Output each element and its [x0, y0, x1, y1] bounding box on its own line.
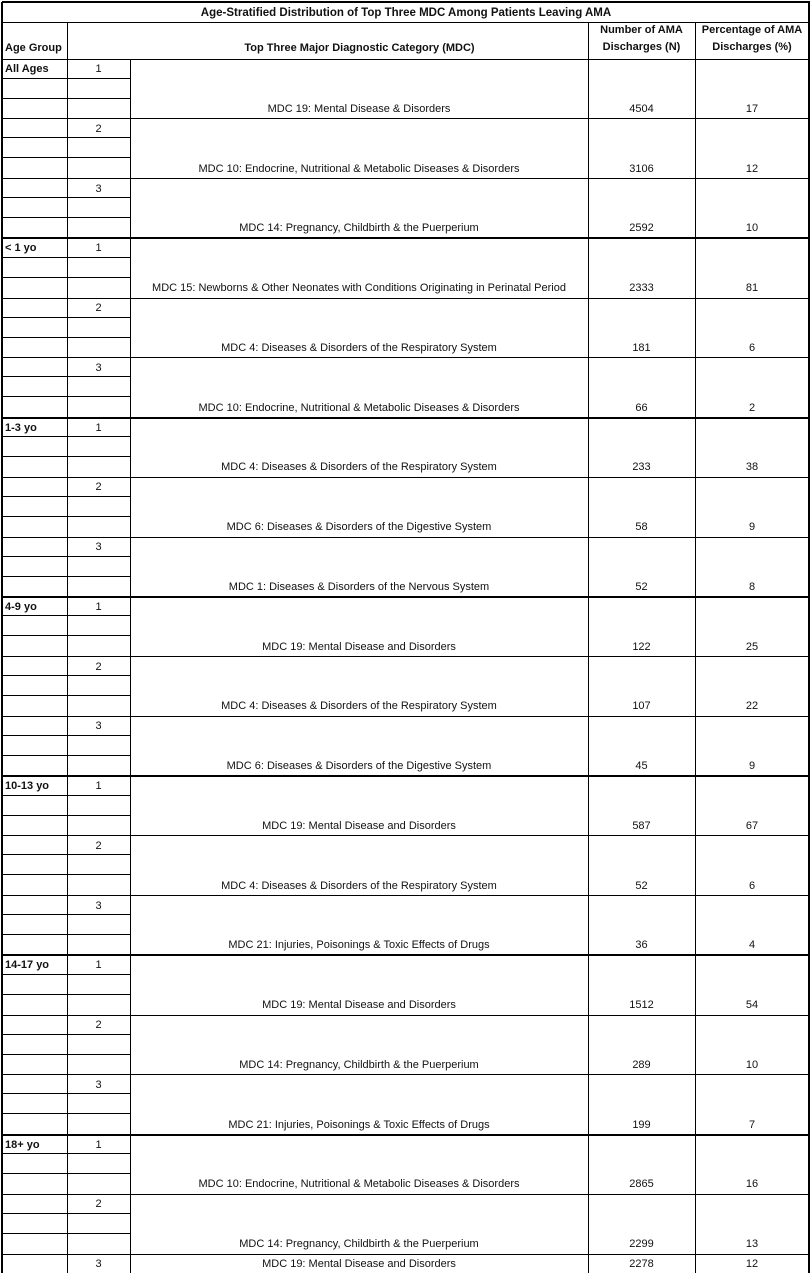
mdc-cell: MDC 4: Diseases & Disorders of the Respiratory System [221, 880, 497, 892]
age-group-label: 4-9 yo [5, 601, 37, 613]
rank-cell: 3 [95, 900, 102, 912]
count-cell: 2333 [629, 282, 654, 294]
count-cell: 2865 [629, 1178, 654, 1190]
mdc-cell: MDC 10: Endocrine, Nutritional & Metabolic Diseases & Disorders [198, 163, 520, 175]
rank-cell: 3 [95, 183, 102, 195]
rank-cell: 2 [95, 302, 102, 314]
age-group-label: < 1 yo [5, 242, 37, 254]
percent-cell: 7 [748, 1119, 756, 1131]
sub-row-line [2, 576, 130, 577]
mdc-cell: MDC 15: Newborns & Other Neonates with Conditions Originating in Perinatal Period [152, 282, 566, 294]
column-line [67, 22, 68, 1273]
percent-cell: 17 [745, 103, 759, 115]
percent-cell: 67 [745, 820, 759, 832]
row-separator [2, 537, 810, 538]
header-count [588, 22, 695, 56]
sub-row-line [2, 197, 130, 198]
percent-cell: 12 [745, 163, 759, 175]
count-cell: 2278 [629, 1258, 654, 1270]
sub-row-line [2, 1233, 130, 1234]
sub-row-line [2, 78, 130, 79]
percent-cell: 16 [745, 1178, 759, 1190]
sub-row-line [2, 795, 130, 796]
rank-cell: 1 [95, 601, 102, 613]
sub-row-line [2, 157, 130, 158]
rank-cell: 3 [95, 1079, 102, 1091]
mdc-cell: MDC 14: Pregnancy, Childbirth & the Puerperium [239, 1238, 479, 1250]
header-percent [695, 22, 809, 56]
sub-row-line [2, 98, 130, 99]
count-cell: 2299 [629, 1238, 654, 1250]
count-cell: 3106 [629, 163, 654, 175]
count-cell: 58 [635, 521, 648, 533]
header-mdc: Top Three Major Diagnostic Category (MDC) [244, 42, 475, 54]
mdc-cell: MDC 4: Diseases & Disorders of the Respiratory System [221, 342, 497, 354]
rank-cell: 3 [95, 1258, 102, 1270]
group-separator [2, 775, 810, 777]
row-separator [2, 357, 810, 358]
sub-row-line [2, 456, 130, 457]
row-separator [2, 178, 810, 179]
sub-row-line [2, 1173, 130, 1174]
count-cell: 107 [632, 700, 651, 712]
header-count-line1: Number of AMA [600, 24, 683, 36]
sub-row-line [2, 1213, 130, 1214]
percent-cell: 2 [748, 402, 756, 414]
row-separator [2, 1194, 810, 1195]
mdc-cell: MDC 19: Mental Disease and Disorders [262, 1258, 456, 1270]
rank-cell: 1 [95, 242, 102, 254]
sub-row-line [2, 635, 130, 636]
mdc-cell: MDC 19: Mental Disease and Disorders [262, 820, 456, 832]
sub-row-line [2, 675, 130, 676]
percent-cell: 10 [745, 222, 759, 234]
count-cell: 233 [632, 461, 651, 473]
count-cell: 4504 [629, 103, 654, 115]
mdc-cell: MDC 6: Diseases & Disorders of the Digestive System [226, 521, 492, 533]
header-count-line2: Discharges (N) [602, 41, 681, 53]
rank-cell: 2 [95, 481, 102, 493]
percent-cell: 9 [748, 760, 756, 772]
sub-row-line [2, 755, 130, 756]
sub-row-line [2, 914, 130, 915]
table-right-border [808, 2, 810, 1273]
rank-cell: 2 [95, 661, 102, 673]
age-group-label: 1-3 yo [5, 422, 37, 434]
group-separator [2, 954, 810, 956]
rank-cell: 1 [95, 63, 102, 75]
title-separator [2, 22, 810, 23]
age-group-label: 18+ yo [5, 1139, 40, 1151]
column-line [130, 59, 131, 1273]
rank-cell: 1 [95, 959, 102, 971]
sub-row-line [2, 337, 130, 338]
rank-cell: 1 [95, 1139, 102, 1151]
row-separator [2, 1254, 810, 1255]
row-separator [2, 1015, 810, 1016]
mdc-cell: MDC 14: Pregnancy, Childbirth & the Puerperium [239, 222, 479, 234]
rank-cell: 1 [95, 422, 102, 434]
percent-cell: 38 [745, 461, 759, 473]
rank-cell: 2 [95, 1198, 102, 1210]
table-left-border [1, 2, 3, 1273]
percent-cell: 6 [748, 880, 756, 892]
mdc-cell: MDC 19: Mental Disease and Disorders [262, 999, 456, 1011]
row-separator [2, 118, 810, 119]
group-separator [2, 237, 810, 239]
sub-row-line [2, 1034, 130, 1035]
sub-row-line [2, 317, 130, 318]
group-separator [2, 1134, 810, 1136]
sub-row-line [2, 277, 130, 278]
mdc-cell: MDC 10: Endocrine, Nutritional & Metabolic Diseases & Disorders [198, 1178, 520, 1190]
table-top-border [2, 1, 810, 3]
header-separator [2, 59, 810, 60]
header-age-group: Age Group [5, 42, 62, 54]
age-group-label: 14-17 yo [5, 959, 50, 971]
count-cell: 181 [632, 342, 651, 354]
percent-cell: 4 [748, 939, 756, 951]
sub-row-line [2, 556, 130, 557]
sub-row-line [2, 1113, 130, 1114]
sub-row-line [2, 874, 130, 875]
row-separator [2, 835, 810, 836]
age-group-label: 10-13 yo [5, 780, 50, 792]
count-cell: 289 [632, 1059, 651, 1071]
count-cell: 36 [635, 939, 648, 951]
mdc-cell: MDC 21: Injuries, Poisonings & Toxic Effects of Drugs [228, 939, 490, 951]
table-title: Age-Stratified Distribution of Top Three MDC Among Patients Leaving AMA [200, 7, 612, 19]
sub-row-line [2, 854, 130, 855]
group-separator [2, 596, 810, 598]
age-group-label: All Ages [5, 63, 49, 75]
mdc-cell: MDC 10: Endocrine, Nutritional & Metabolic Diseases & Disorders [198, 402, 520, 414]
sub-row-line [2, 217, 130, 218]
rank-cell: 3 [95, 362, 102, 374]
count-cell: 199 [632, 1119, 651, 1131]
header-percent-line2: Discharges (%) [712, 41, 792, 53]
count-cell: 2592 [629, 222, 654, 234]
count-cell: 122 [632, 641, 651, 653]
mdc-cell: MDC 6: Diseases & Disorders of the Digestive System [226, 760, 492, 772]
row-separator [2, 477, 810, 478]
sub-row-line [2, 1093, 130, 1094]
count-cell: 52 [635, 880, 648, 892]
mdc-cell: MDC 1: Diseases & Disorders of the Nervous System [228, 581, 490, 593]
sub-row-line [2, 615, 130, 616]
rank-cell: 1 [95, 780, 102, 792]
rank-cell: 2 [95, 840, 102, 852]
sub-row-line [2, 436, 130, 437]
sub-row-line [2, 1153, 130, 1154]
sub-row-line [2, 994, 130, 995]
sub-row-line [2, 137, 130, 138]
percent-cell: 22 [745, 700, 759, 712]
sub-row-line [2, 1054, 130, 1055]
percent-cell: 8 [748, 581, 756, 593]
mdc-cell: MDC 19: Mental Disease & Disorders [267, 103, 451, 115]
row-separator [2, 298, 810, 299]
sub-row-line [2, 376, 130, 377]
percent-cell: 54 [745, 999, 759, 1011]
header-percent-line1: Percentage of AMA [701, 24, 803, 36]
percent-cell: 9 [748, 521, 756, 533]
sub-row-line [2, 815, 130, 816]
mdc-cell: MDC 14: Pregnancy, Childbirth & the Puerperium [239, 1059, 479, 1071]
mdc-cell: MDC 19: Mental Disease and Disorders [262, 641, 456, 653]
count-cell: 45 [635, 760, 648, 772]
percent-cell: 10 [745, 1059, 759, 1071]
percent-cell: 25 [745, 641, 759, 653]
column-line [695, 22, 696, 1273]
sub-row-line [2, 934, 130, 935]
sub-row-line [2, 974, 130, 975]
percent-cell: 6 [748, 342, 756, 354]
percent-cell: 12 [745, 1258, 759, 1270]
row-separator [2, 1074, 810, 1075]
count-cell: 1512 [629, 999, 654, 1011]
rank-cell: 2 [95, 123, 102, 135]
rank-cell: 2 [95, 1019, 102, 1031]
mdc-cell: MDC 4: Diseases & Disorders of the Respiratory System [221, 461, 497, 473]
row-separator [2, 895, 810, 896]
sub-row-line [2, 735, 130, 736]
mdc-cell: MDC 21: Injuries, Poisonings & Toxic Effects of Drugs [228, 1119, 490, 1131]
column-line [588, 22, 589, 1273]
row-separator [2, 716, 810, 717]
group-separator [2, 417, 810, 419]
count-cell: 587 [632, 820, 651, 832]
sub-row-line [2, 496, 130, 497]
row-separator [2, 656, 810, 657]
sub-row-line [2, 695, 130, 696]
rank-cell: 3 [95, 720, 102, 732]
sub-row-line [2, 396, 130, 397]
count-cell: 52 [635, 581, 648, 593]
percent-cell: 13 [745, 1238, 759, 1250]
count-cell: 66 [635, 402, 648, 414]
sub-row-line [2, 516, 130, 517]
sub-row-line [2, 257, 130, 258]
rank-cell: 3 [95, 541, 102, 553]
mdc-cell: MDC 4: Diseases & Disorders of the Respiratory System [221, 700, 497, 712]
percent-cell: 81 [745, 282, 759, 294]
